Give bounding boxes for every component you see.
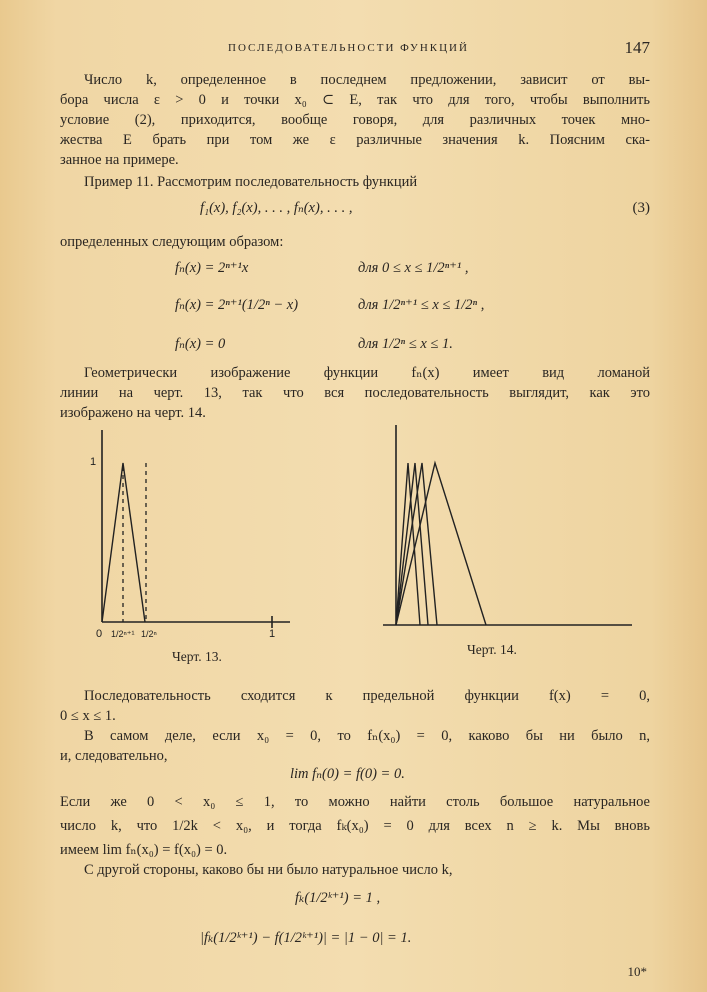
page-number: 147: [624, 38, 650, 57]
signature-mark: 10*: [627, 964, 647, 979]
equation-number: (3): [632, 200, 650, 216]
formula: fₖ(1/2ᵏ⁺¹) = 1 ,: [295, 890, 381, 906]
x-tick-label-one: 1: [269, 628, 276, 640]
case-formula: fₙ(x) = 0: [175, 336, 226, 352]
text-line: условие (2), приходится, вообще говоря, для различных точек мно-: [60, 112, 650, 128]
figure-13-caption: Черт. 13.: [172, 649, 222, 664]
text-line: жества E брать при том же ε различные значения k. Поясним ска-: [60, 132, 650, 148]
case-formula: fₙ(x) = 2ⁿ⁺¹(1/2ⁿ − x): [175, 297, 299, 313]
text-line: Если же 0 < x₀ ≤ 1, то можно найти столь большое натуральное: [60, 794, 650, 810]
x-tick-label-zero: 0: [96, 628, 103, 640]
text-line: определенных следующим образом:: [60, 234, 284, 250]
figure-13: [85, 425, 300, 665]
x-tick-label-half-n: 1/2ⁿ: [141, 629, 157, 639]
text-line: бора числа ε > 0 и точки x₀ ⊂ E, так что для того, чтобы выполнить: [60, 92, 650, 108]
example-heading: Пример 11. Рассмотрим последовательность функций: [84, 174, 418, 190]
x-tick-label-half-n1: 1/2ⁿ⁺¹: [111, 629, 135, 639]
text-line: линии на черт. 13, так что вся последовательность выглядит, как это: [60, 385, 650, 401]
running-title: ПОСЛЕДОВАТЕЛЬНОСТИ ФУНКЦИЙ: [228, 42, 469, 54]
formula: |fₖ(1/2ᵏ⁺¹) − f(1/2ᵏ⁺¹)| = |1 − 0| = 1.: [200, 930, 412, 946]
figure-14: [380, 425, 635, 630]
text-line: занное на примере.: [60, 152, 179, 168]
figure-14-caption: Черт. 14.: [467, 642, 517, 657]
text-line: изображено на черт. 14.: [60, 405, 206, 421]
text-line: имеем lim fₙ(x₀) = f(x₀) = 0.: [60, 842, 228, 858]
text-line: Последовательность сходится к предельной функции f(x) = 0,: [84, 688, 650, 704]
running-header: [60, 38, 650, 60]
case-condition: для 1/2ⁿ⁺¹ ≤ x ≤ 1/2ⁿ ,: [358, 297, 485, 313]
text-line: В самом деле, если x₀ = 0, то fₙ(x₀) = 0, каково бы ни было n,: [84, 728, 650, 744]
text-line: С другой стороны, каково бы ни было натуральное число k,: [84, 862, 453, 878]
case-condition: для 1/2ⁿ ≤ x ≤ 1.: [358, 336, 453, 352]
text-line: число k, что 1/2k < x₀, и тогда fₖ(x₀) = 0 для всех n ≥ k. Мы вновь: [60, 818, 650, 834]
text-line: и, следовательно,: [60, 748, 168, 764]
limit-formula: lim fₙ(0) = f(0) = 0.: [290, 766, 405, 782]
case-formula: fₙ(x) = 2ⁿ⁺¹x: [175, 260, 249, 276]
case-condition: для 0 ≤ x ≤ 1/2ⁿ⁺¹ ,: [358, 260, 469, 276]
y-tick-label: 1: [90, 456, 97, 468]
text-line: Геометрически изображение функции fₙ(x) имеет вид ломаной: [84, 365, 650, 381]
sequence-formula: f₁(x), f₂(x), . . . , fₙ(x), . . . ,: [200, 200, 353, 216]
text-line: Число k, определенное в последнем предложении, зависит от вы-: [84, 72, 650, 88]
graph-f3: [396, 463, 428, 625]
text-line: 0 ≤ x ≤ 1.: [60, 708, 116, 724]
